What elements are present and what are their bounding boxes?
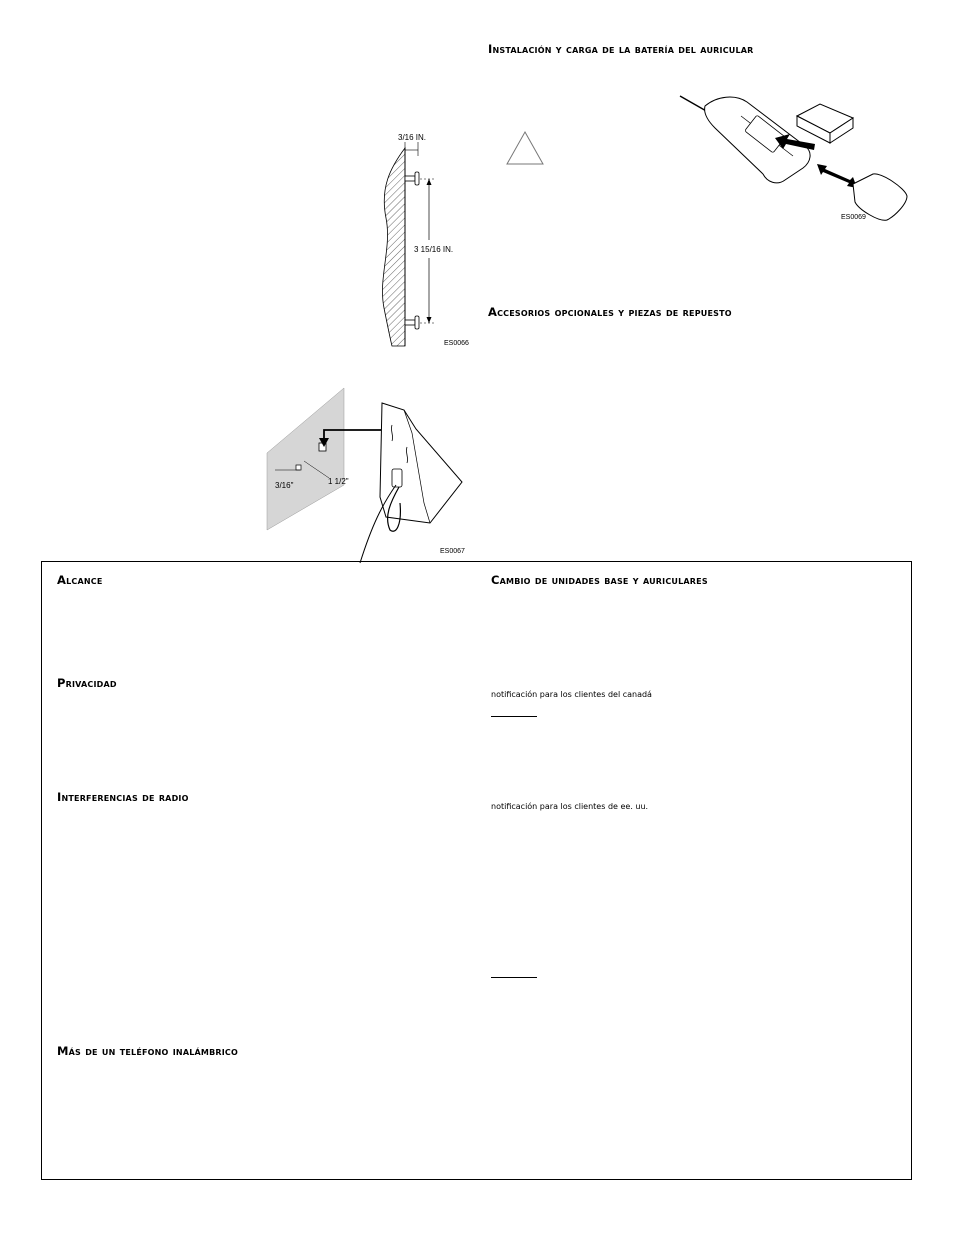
wall-mount-figure: [262, 385, 467, 570]
figure-code-es0067: ES0067: [440, 548, 465, 555]
privacy-heading: Privacidad: [57, 676, 117, 690]
figure-code-es0069: ES0069: [841, 214, 866, 221]
label-gap: 3/16 IN.: [398, 133, 427, 142]
screw-bottom-icon: [405, 316, 419, 329]
divider-usa: [491, 977, 537, 978]
battery-install-heading: Instalación y carga de la batería del auricular: [488, 42, 754, 56]
info-box: [41, 561, 912, 1180]
label-width: 1 1/2": [328, 477, 349, 486]
label-spacing: 3 15/16 IN.: [414, 245, 454, 254]
base-unit-icon: [380, 403, 462, 523]
battery-pack-icon: [797, 104, 853, 143]
battery-install-figure: [675, 88, 915, 233]
change-units-heading: Cambio de unidades base y auriculares: [491, 573, 708, 587]
divider-canada: [491, 716, 537, 717]
multiple-phones-heading: Más de un teléfono inalámbrico: [57, 1044, 238, 1058]
figure-code-es0066: ES0066: [444, 340, 469, 347]
interference-heading: Interferencias de radio: [57, 790, 189, 804]
label-depth: 3/16": [275, 481, 294, 490]
wall-peg-left-icon: [296, 465, 301, 470]
screw-top-icon: [405, 172, 419, 185]
range-heading: Alcance: [57, 573, 103, 587]
handset-icon: [680, 96, 810, 183]
notice-canada-heading: notificación para los clientes del canadá: [491, 690, 652, 699]
warning-triangle-icon: [505, 130, 545, 166]
wall-profile-figure: [360, 128, 475, 350]
accessories-heading: Accesorios opcionales y piezas de repuesto: [488, 305, 732, 319]
notice-usa-heading: notificación para los clientes de ee. uu.: [491, 802, 649, 811]
